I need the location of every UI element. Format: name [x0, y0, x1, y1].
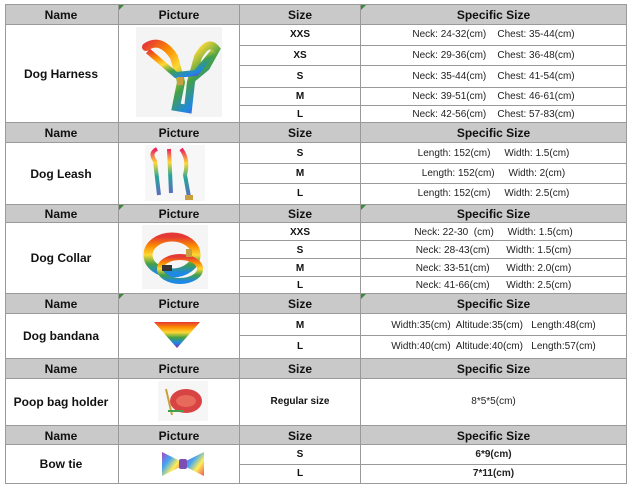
spec-value: Neck: 28-43(cm) Width: 1.5(cm) — [415, 245, 572, 256]
spec-value: Neck: 29-36(cm) Chest: 36-48(cm) — [412, 50, 575, 61]
header-specific-size: Specific Size — [456, 429, 531, 443]
spec-value: Neck: 35-44(cm) Chest: 41-54(cm) — [412, 71, 575, 82]
size-label: XS — [293, 50, 307, 61]
product-name: Dog Harness — [23, 66, 99, 81]
size-label: L — [296, 109, 304, 120]
spec-value: Neck: 22-30 (cm) Width: 1.5(cm) — [414, 227, 573, 238]
size-label: M — [295, 263, 305, 274]
header-name: Name — [44, 297, 78, 311]
header-specific-size: Specific Size — [456, 297, 531, 311]
header-size: Size — [287, 126, 312, 140]
product-name: Bow tie — [39, 457, 83, 471]
spec-value: Neck: 24-32(cm) Chest: 35-44(cm) — [412, 29, 575, 40]
header-name: Name — [44, 126, 78, 140]
header-size: Size — [287, 207, 312, 221]
poop-bag-holder-image — [158, 381, 208, 421]
header-specific-size: Specific Size — [456, 207, 531, 221]
header-name: Name — [44, 362, 78, 376]
size-label: L — [296, 280, 304, 291]
spec-value: 8*5*5(cm) — [471, 396, 516, 407]
header-name: Name — [44, 207, 78, 221]
header-size: Size — [287, 297, 312, 311]
header-specific-size: Specific Size — [456, 8, 531, 22]
size-label: XXS — [289, 29, 310, 40]
spec-value: Neck: 39-51(cm) Chest: 46-61(cm) — [412, 91, 575, 102]
spec-value: Length: 152(cm) Width: 2.5(cm) — [417, 188, 570, 199]
product-name: Dog bandana — [22, 329, 99, 343]
spec-value: Neck: 41-66(cm) Width: 2.5(cm) — [415, 280, 572, 291]
size-label: S — [296, 71, 304, 82]
header-picture: Picture — [158, 126, 200, 140]
header-picture: Picture — [158, 362, 200, 376]
spec-value: 7*11(cm) — [472, 468, 515, 479]
product-name: Dog Leash — [30, 166, 92, 181]
size-label: L — [296, 188, 304, 199]
header-name: Name — [44, 8, 78, 22]
header-picture: Picture — [158, 297, 200, 311]
header-size: Size — [287, 8, 312, 22]
size-label: S — [296, 148, 304, 159]
bow-tie-image — [158, 448, 208, 480]
header-specific-size: Specific Size — [456, 362, 531, 376]
header-picture: Picture — [158, 207, 200, 221]
spec-value: Width:40(cm) Altitude:40(cm) Length:57(cm) — [391, 341, 596, 352]
size-label: L — [296, 468, 304, 479]
product-name: Dog Collar — [30, 251, 92, 265]
header-picture: Picture — [158, 8, 200, 22]
product-name: Poop bag holder — [13, 395, 109, 409]
header-name: Name — [44, 429, 78, 443]
spec-value: Length: 152(cm) Width: 1.5(cm) — [417, 148, 570, 159]
spec-value: Neck: 33-51(cm) Width: 2.0(cm) — [415, 263, 572, 274]
size-label: S — [296, 449, 304, 460]
size-label: Regular size — [270, 396, 330, 407]
size-label: S — [296, 245, 304, 256]
header-picture: Picture — [158, 429, 200, 443]
collar-image — [142, 225, 208, 289]
leash-image — [145, 145, 205, 201]
spec-value: Length: 152(cm) Width: 2(cm) — [421, 168, 566, 179]
size-label: M — [295, 91, 305, 102]
spec-value: Neck: 42-56(cm) Chest: 57-83(cm) — [412, 109, 575, 120]
header-size: Size — [287, 429, 312, 443]
spec-value: Width:35(cm) Altitude:35(cm) Length:48(cm) — [391, 320, 596, 331]
harness-image — [136, 27, 222, 117]
header-specific-size: Specific Size — [456, 126, 531, 140]
size-label: XXS — [289, 227, 310, 238]
size-label: M — [295, 168, 305, 179]
size-label: M — [295, 320, 305, 331]
size-label: L — [296, 341, 304, 352]
spec-value: 6*9(cm) — [475, 449, 512, 460]
header-size: Size — [287, 362, 312, 376]
bandana-image — [152, 320, 202, 350]
